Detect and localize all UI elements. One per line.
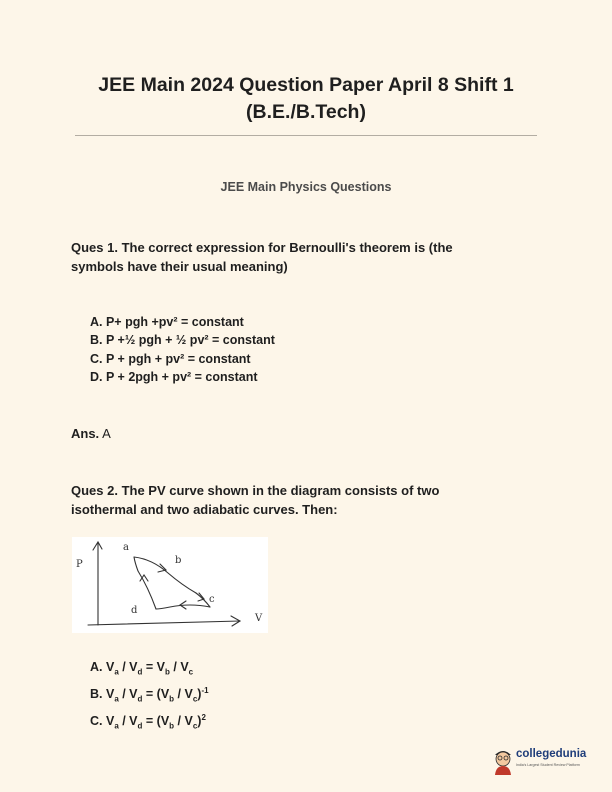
answer-label: Ans. xyxy=(71,426,100,441)
label-c: c xyxy=(209,594,215,605)
question-2 xyxy=(71,481,541,519)
pv-diagram-svg xyxy=(72,537,268,633)
question-1-answer xyxy=(71,426,111,441)
title-divider xyxy=(75,135,537,136)
label-a: a xyxy=(123,542,129,553)
question-2-line-2: isothermal and two adiabatic curves. Then: xyxy=(71,502,338,517)
logo-tagline: India's Largest Student Review Platform xyxy=(516,763,580,767)
section-heading: JEE Main Physics Questions xyxy=(220,180,392,194)
logo-wordmark: collegedunia xyxy=(516,748,587,760)
label-v: V xyxy=(255,613,263,624)
curve-ab xyxy=(134,557,196,593)
question-1-options xyxy=(90,313,275,386)
label-d: d xyxy=(131,605,138,616)
mascot-icon xyxy=(492,746,514,776)
collegedunia-logo xyxy=(492,746,600,780)
q1-option-a: A. P+ pgh +pv² = constant xyxy=(90,315,244,329)
title-line-2: (B.E./B.Tech) xyxy=(246,101,366,123)
question-1 xyxy=(71,238,541,276)
q2-option-c: C. $V_a / V_d = (V_b / V_c)^2$ xyxy=(90,712,206,731)
question-1-line-2: symbols have their usual meaning) xyxy=(71,259,288,274)
q2-option-a: A. $V_a / V_d = V_b / V_c$ xyxy=(90,660,194,677)
q1-option-c: C. P + pgh + pv² = constant xyxy=(90,351,251,366)
curve-da xyxy=(134,557,156,609)
question-2-options xyxy=(90,655,209,736)
question-2-line-1: Ques 2. The PV curve shown in the diagram consists of two xyxy=(71,483,440,498)
q2-option-b: B. $V_a / V_d = (V_b / V_c)^{-1}$ xyxy=(90,685,209,704)
q1-option-d: D. P + 2pgh + pv² = constant xyxy=(90,369,258,384)
title-line-1: JEE Main 2024 Question Paper April 8 Shift 1 xyxy=(98,74,514,96)
q1-option-b: B. P +½ pgh + ½ pv² = constant xyxy=(90,333,275,348)
v-axis xyxy=(88,621,240,625)
pv-diagram xyxy=(72,537,268,633)
page-title xyxy=(0,72,612,126)
answer-value: A xyxy=(99,426,111,441)
label-b: b xyxy=(175,555,182,566)
question-1-line-1: Ques 1. The correct expression for Bernoulli's theorem is (the xyxy=(71,240,453,255)
label-p: P xyxy=(76,559,83,570)
